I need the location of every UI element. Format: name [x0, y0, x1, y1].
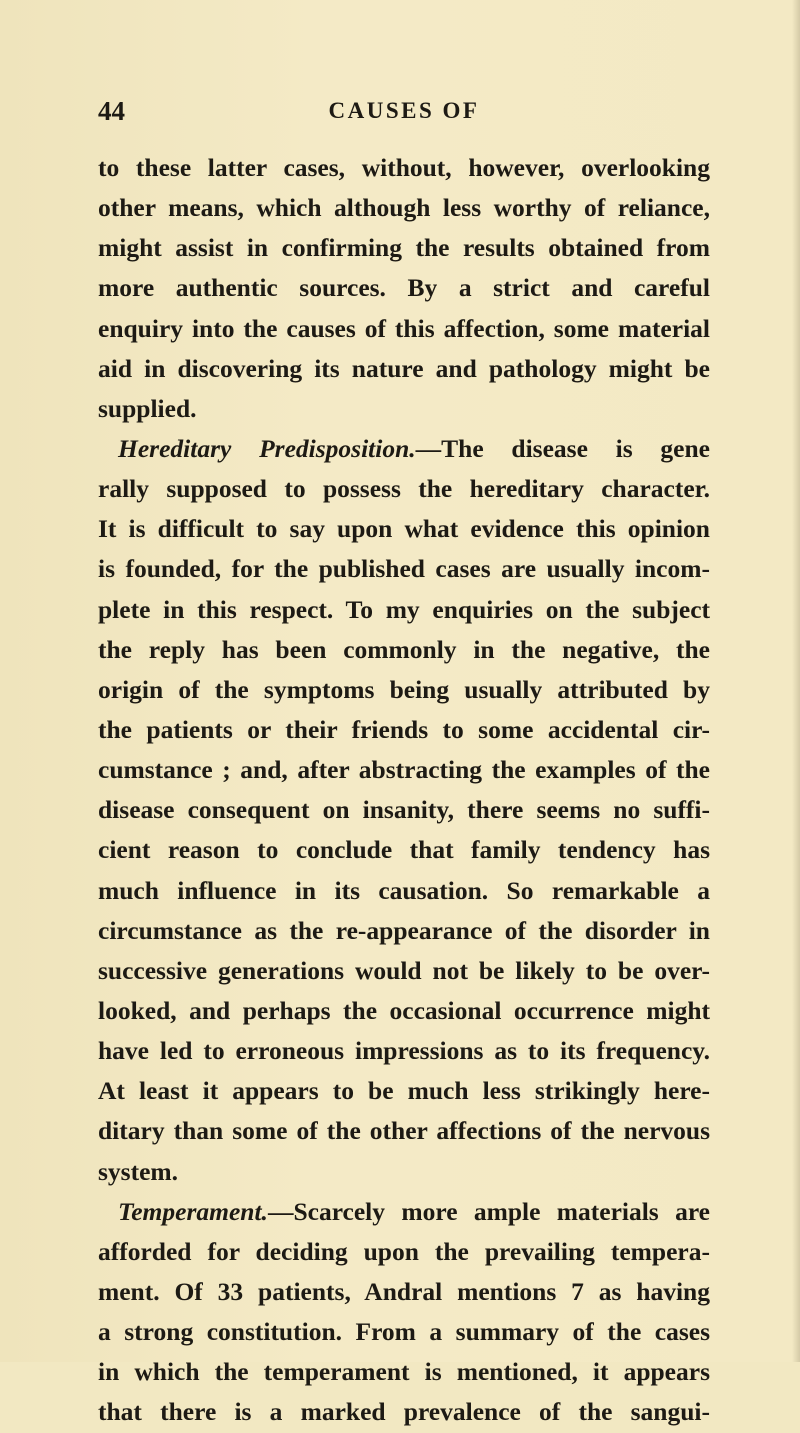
text-line: [98, 549, 710, 589]
text-line: [98, 228, 710, 268]
text-line: [98, 871, 710, 911]
running-head: CAUSES OF: [328, 98, 480, 123]
text-line: [98, 268, 710, 308]
line-text: origin of the symptoms being usually attributed by: [98, 674, 710, 704]
line-text: to these latter cases, without, however, overlooking: [98, 153, 710, 182]
line-text: —The disease is gene: [415, 433, 710, 463]
line-text: cumstance ; and, after abstracting the examples of the: [98, 755, 710, 785]
text-line: [98, 1111, 710, 1151]
line-text: other means, which although less worthy of reliance,: [98, 193, 710, 223]
text-line: [98, 1352, 710, 1392]
text-line: [98, 349, 710, 389]
line-text: circumstance as the re-appearance of the disorder in: [98, 915, 710, 945]
line-text: supplied.: [98, 393, 197, 423]
text-line: [98, 509, 710, 549]
text-line: [98, 670, 710, 710]
line-text: have led to erroneous impressions as to its frequency.: [98, 1036, 710, 1066]
line-text: a strong constitution. From a summary of the cases: [98, 1317, 710, 1347]
section-heading: Hereditary Predisposition.: [118, 433, 416, 463]
line-text: much influence in its causation. So remarkable a: [98, 875, 710, 905]
line-text: ment. Of 33 patients, Andral mentions 7 as having: [98, 1276, 710, 1306]
text-line: [98, 429, 710, 469]
line-text: system.: [98, 1156, 179, 1186]
line-text: in which the temperament is mentioned, it appears: [98, 1357, 710, 1387]
line-text: plete in this respect. To my enquiries on the subject: [98, 594, 710, 624]
line-text: looked, and perhaps the occasional occurrence might: [98, 995, 710, 1025]
text-line: [98, 630, 710, 670]
text-line: [98, 710, 710, 750]
text-line: [98, 188, 710, 228]
line-text: rally supposed to possess the hereditary character.: [98, 474, 710, 504]
text-line: [98, 1152, 710, 1192]
line-text: the reply has been commonly in the negative, the: [98, 634, 710, 664]
line-text: the patients or their friends to some accidental cir-: [98, 714, 710, 744]
text-line: [98, 951, 710, 991]
line-text: enquiry into the causes of this affection, some material: [98, 313, 710, 343]
line-text: At least it appears to be much less strikingly here-: [98, 1076, 710, 1106]
line-text: more authentic sources. By a strict and careful: [98, 273, 710, 303]
line-text: It is difficult to say upon what evidence this opinion: [98, 514, 710, 544]
line-text: cient reason to conclude that family tendency has: [98, 835, 710, 865]
line-text: that there is a marked prevalence of the sangui-: [98, 1397, 710, 1427]
text-line: [98, 1232, 710, 1272]
text-line: [98, 991, 710, 1031]
page-number: 44: [98, 96, 125, 126]
text-line: [98, 1272, 710, 1312]
line-text: is founded, for the published cases are usually incom-: [98, 554, 710, 584]
section-heading: Temperament.: [118, 1196, 268, 1226]
line-text: might assist in confirming the results obtained from: [98, 233, 710, 263]
text-line: [98, 830, 710, 870]
page-edge-shadow: [792, 0, 800, 1362]
line-text: successive generations would not be likely to be over-: [98, 955, 710, 985]
line-text: —Scarcely more ample materials are: [267, 1196, 710, 1226]
page-header: [98, 96, 710, 136]
text-line: [98, 148, 710, 188]
line-text: aid in discovering its nature and pathology might be: [98, 353, 710, 383]
text-line: [98, 590, 710, 630]
line-text: disease consequent on insanity, there seems no suffi-: [98, 795, 710, 825]
text-line: [98, 790, 710, 830]
text-line: [98, 469, 710, 509]
text-line: [98, 1312, 710, 1352]
text-line: [98, 750, 710, 790]
text-line: [98, 911, 710, 951]
line-text: ditary than some of the other affections of the nervous: [98, 1116, 710, 1146]
body-text: [98, 148, 710, 1433]
text-line: [98, 1071, 710, 1111]
text-line: [98, 1392, 710, 1432]
text-line: [98, 389, 710, 429]
text-line: [98, 1192, 710, 1232]
text-line: [98, 1031, 710, 1071]
line-text: afforded for deciding upon the prevailing tempera-: [98, 1236, 710, 1266]
text-line: [98, 309, 710, 349]
